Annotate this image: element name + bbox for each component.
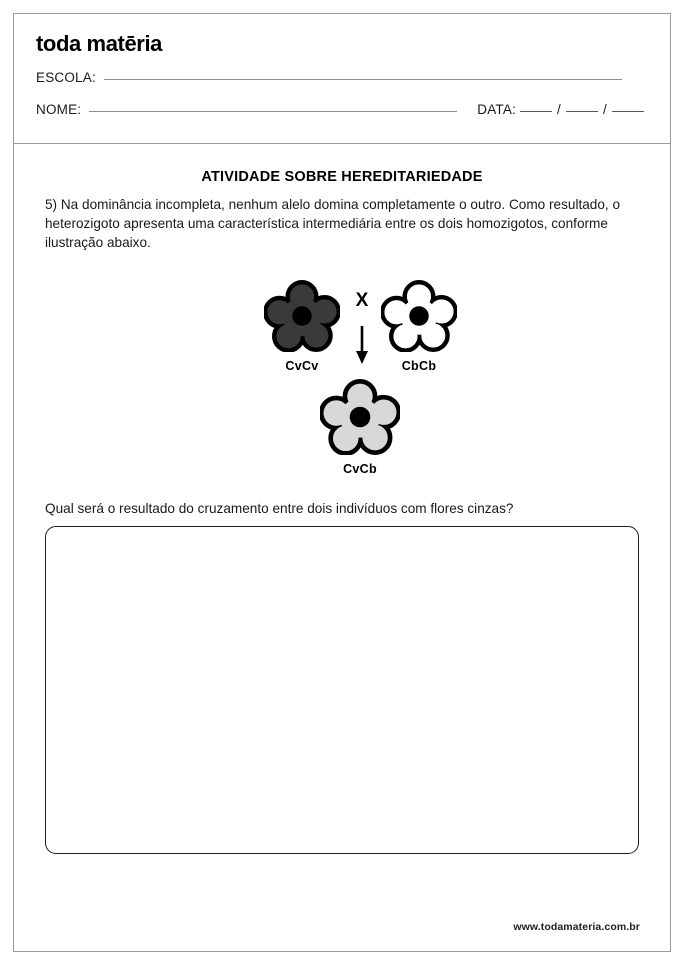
activity-title: ATIVIDADE SOBRE HEREDITARIEDADE — [201, 169, 483, 185]
name-field-input-line[interactable] — [89, 110, 457, 112]
date-year-input-line[interactable] — [612, 110, 644, 112]
name-date-field-row — [36, 102, 648, 117]
school-field-row — [36, 70, 622, 85]
date-separator-2: / — [602, 102, 607, 117]
school-field-input-line[interactable] — [104, 78, 622, 80]
worksheet-header — [14, 14, 670, 144]
gray-flower-icon — [320, 442, 400, 459]
cross-symbol: X — [355, 290, 369, 312]
header-divider — [14, 143, 670, 144]
worksheet-content — [14, 145, 670, 854]
worksheet-page — [13, 13, 671, 952]
school-field-label: ESCOLA: — [36, 70, 96, 85]
date-field-group — [477, 102, 648, 117]
date-day-input-line[interactable] — [520, 110, 552, 112]
dark-flower-icon — [264, 339, 340, 356]
date-field-label: DATA: — [477, 102, 517, 117]
offspring-flower-group — [310, 379, 410, 476]
answer-box[interactable] — [45, 526, 639, 854]
offspring-genotype-label: CvCb — [343, 462, 377, 477]
name-field-label: NOME: — [36, 102, 82, 117]
brand-logo: toda matēria — [36, 31, 163, 56]
parent1-flower-group — [252, 280, 352, 373]
parent2-genotype-label: CbCb — [401, 359, 437, 374]
parent1-genotype-label: CvCv — [285, 359, 319, 374]
date-month-input-line[interactable] — [566, 110, 598, 112]
inheritance-diagram — [14, 264, 670, 489]
white-flower-icon — [381, 339, 457, 356]
site-url: www.todamateria.com.br — [513, 921, 640, 933]
parent2-flower-group — [369, 280, 469, 373]
question-text: 5) Na dominância incompleta, nenhum alelo domina completamente o outro. Como resultado, o heterozigoto apresenta uma característica intermediária entre os dois homozigotos, conforme ilustração abaixo. — [45, 197, 621, 250]
date-separator-1: / — [557, 102, 561, 117]
answer-prompt: Qual será o resultado do cruzamento entre dois indivíduos com flores cinzas? — [45, 501, 514, 517]
